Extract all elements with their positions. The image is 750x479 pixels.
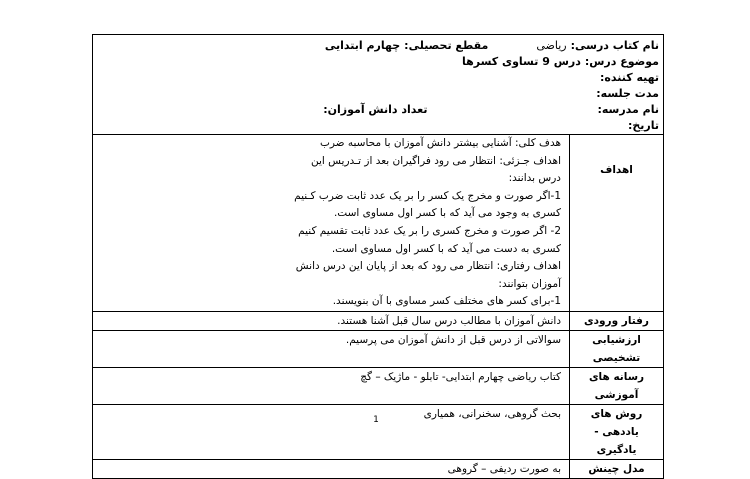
goal-line: اهداف رفتاری: انتظار می رود که بعد از پایان این درس دانش [295, 260, 561, 273]
goal-line: 1-برای کسر های مختلف کسر مساوی با آن بنویسند. [332, 295, 561, 308]
entry-behavior-label [570, 311, 664, 330]
lesson-plan-table [92, 34, 664, 479]
header-cell [93, 35, 664, 135]
grade-value: چهارم ابتدایی [324, 39, 401, 52]
header-row [93, 35, 664, 135]
book-label: نام کتاب درسی: [570, 39, 659, 52]
entry-behavior-text: دانش آموزان با مطالب درس سال قبل آشنا هستند. [337, 314, 561, 327]
entry-behavior-label-text: رفتار ورودی [584, 314, 649, 327]
media-text: کتاب ریاضی چهارم ابتدایی- تابلو - ماژیک – گچ [360, 370, 561, 383]
media-label-line: آموزشی [594, 388, 639, 401]
diagnostic-label-line: تشخیصی [592, 351, 641, 364]
methods-label-line: روش های [590, 407, 643, 420]
duration-label: مدت جلسه: [596, 87, 659, 100]
media-row [93, 367, 664, 404]
media-label-line: رسانه های [588, 370, 645, 383]
grade-group [325, 38, 489, 54]
header-line-preparer [99, 70, 659, 86]
header-line-date [99, 118, 659, 134]
topic-value: درس 9 تساوی کسرها [461, 55, 581, 68]
diagnostic-label-line: ارزشیابی [592, 333, 641, 346]
students-label: تعداد دانش آموزان: [323, 103, 428, 116]
methods-text: بحث گروهی، سخنرانی، همیاری [423, 407, 561, 420]
arrangement-text: به صورت ردیفی – گروهی [447, 462, 561, 475]
media-label [570, 367, 664, 404]
entry-behavior-row [93, 311, 664, 330]
methods-label-line: یاددهی - [594, 425, 639, 438]
date-label: تاریخ: [627, 119, 659, 132]
diagnostic-label [570, 330, 664, 367]
header-line-school [99, 102, 659, 118]
header-line-duration [99, 86, 659, 102]
arrangement-label [570, 459, 664, 478]
preparer-label: تهیه کننده: [599, 71, 659, 84]
diagnostic-row [93, 330, 664, 367]
diagnostic-text: سوالاتی از درس قبل از دانش آموزان می پرسیم. [345, 333, 561, 346]
media-content [93, 367, 570, 404]
methods-label-line: یادگیری [596, 443, 637, 456]
methods-row [93, 404, 664, 459]
methods-label [570, 404, 664, 459]
page-number: 1 [373, 415, 379, 425]
header-line-book [99, 38, 659, 54]
arrangement-label-text: مدل چینش [588, 462, 645, 475]
entry-behavior-content [93, 311, 570, 330]
diagnostic-content [93, 330, 570, 367]
goal-line: درس بدانند: [508, 172, 561, 185]
goals-row [93, 135, 664, 312]
goal-line: 2- اگر صورت و مخرج کسری را بر یک عدد ثابت تقسیم کنیم [298, 224, 561, 237]
goals-label [570, 135, 664, 312]
header-line-topic [99, 54, 659, 70]
grade-label: مقطع تحصیلی: [404, 39, 489, 52]
goal-line: 1-اگر صورت و مخرج یک کسر را بر یک عدد ثابت ضرب کـنیم [294, 189, 561, 202]
topic-label: موضوع درس: [584, 55, 659, 68]
goal-line: اهداف جـزئی: انتظار می رود فراگیران بعد از تـدریس این [311, 154, 561, 167]
goal-line: کسری به دست می آید که با کسر اول مساوی است. [331, 242, 561, 255]
goals-content [93, 135, 570, 312]
book-value: ریاضی [536, 39, 567, 52]
goals-label-text: اهداف [600, 164, 633, 176]
goal-line: هدف کلی: آشنایی بیشتر دانش آموزان با محاسبه ضرب [319, 137, 561, 149]
goal-line: کسری به وجود می آید که با کسر اول مساوی است. [333, 207, 561, 220]
arrangement-content [93, 459, 570, 478]
goal-line: آموزان بتوانند: [498, 277, 561, 290]
arrangement-row [93, 459, 664, 478]
methods-content [93, 404, 570, 459]
school-label: نام مدرسه: [597, 103, 659, 116]
